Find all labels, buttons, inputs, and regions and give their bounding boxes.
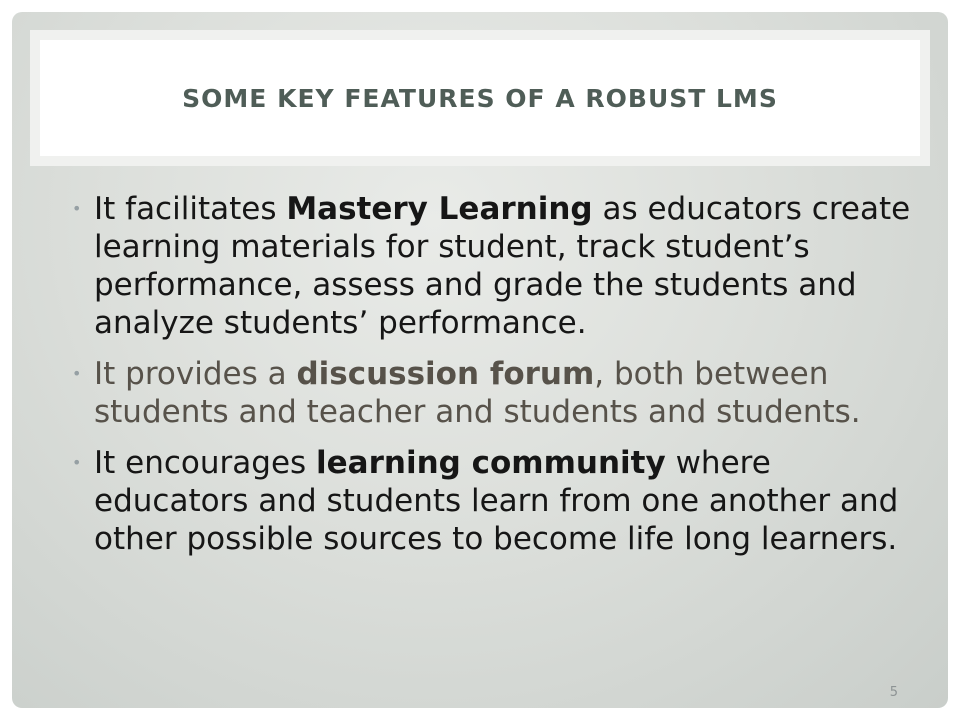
slide-title: SOME KEY FEATURES OF A ROBUST LMS — [182, 83, 778, 113]
bullet-text-before: It facilitates — [94, 191, 287, 227]
bullet-text-after: where educators and students learn from one another and other possible sources to become life long learners. — [94, 445, 899, 557]
bullet-item-learning-community — [72, 444, 912, 558]
bullet-text-before: It encourages — [94, 445, 317, 481]
bullet-emphasis: discussion forum — [296, 356, 595, 392]
bullet-dot-icon: • — [72, 453, 82, 472]
bullet-emphasis: learning community — [316, 445, 666, 481]
bullet-text-after: as educators create learning materials for student, track student’s performance, assess and grade the students and analyze students’ performance. — [94, 191, 911, 341]
bullet-dot-icon: • — [72, 199, 82, 218]
page-number: 5 — [889, 685, 898, 700]
bullet-item-discussion-forum — [72, 355, 912, 431]
bullet-text-after: , both between students and teacher and students and students. — [94, 356, 861, 430]
bullet-item-mastery-learning — [72, 190, 912, 342]
bullet-text-before: It provides a — [94, 356, 297, 392]
bullet-list — [72, 190, 912, 571]
title-box — [40, 40, 920, 156]
bullet-dot-icon: • — [72, 364, 82, 383]
bullet-emphasis: Mastery Learning — [286, 191, 593, 227]
